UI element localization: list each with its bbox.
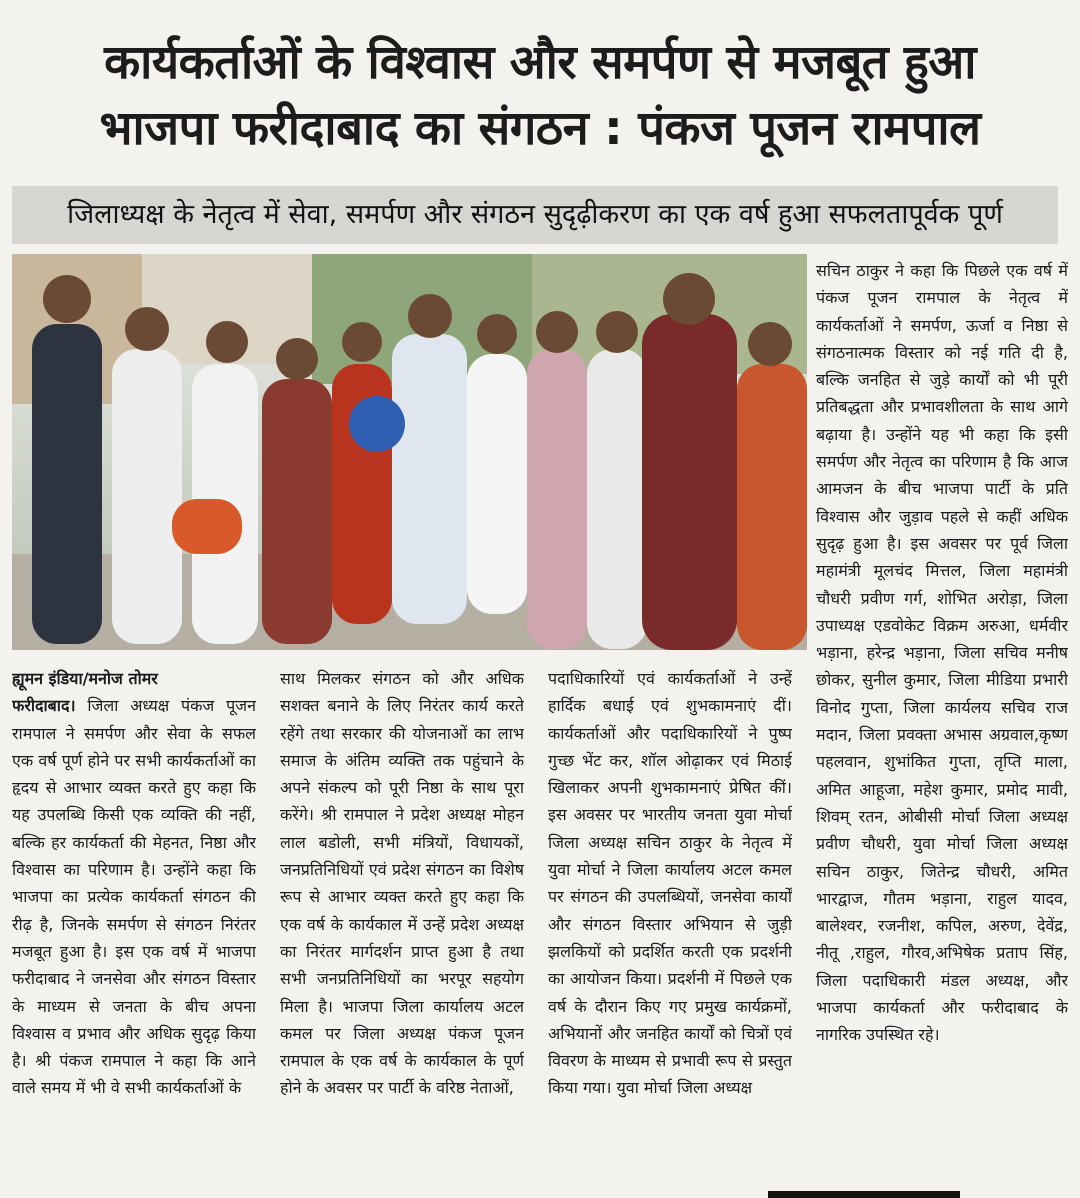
headline [0,30,1080,162]
article-column-2 [280,665,524,1185]
byline: ह्यूमन इंडिया/मनोज तोमर [12,669,158,688]
headline-line-1: कार्यकर्ताओं के विश्वास और समर्पण से मजबूत हुआ [104,35,976,90]
group-photo-icon [12,254,807,650]
top-cropped-strip [0,0,1080,4]
article-column-right [816,257,1068,1187]
article-text-1: जिला अध्यक्ष पंकज पूजन रामपाल ने समर्पण और सेवा के सफल एक वर्ष पूर्ण होने पर सभी कार्यकर्ताओं का हृदय से आभार व्यक्त करते हुए कहा कि यह उपलब्धि किसी एक व्यक्ति की नहीं, बल्कि हर कार्यकर्ता की मेहनत, निष्ठा और विश्वास का परिणाम है। उन्होंने कहा कि भाजपा का प्रत्येक कार्यकर्ता संगठन की रीढ़ है, जिनके समर्पण से संगठन निरंतर मजबूत हुआ है। इस एक वर्ष में भाजपा फरीदाबाद ने जनसेवा और संगठन विस्तार के माध्यम से जनता के बीच अपना विश्वास व प्रभाव और अधिक सुदृढ़ किया है। श्री पंकज रामपाल ने कहा कि आने वाले समय में भी वे सभी कार्यकर्ताओं के [12,696,256,1098]
footer-bar [768,1191,960,1198]
article-text-2: साथ मिलकर संगठन को और अधिक सशक्त बनाने के लिए निरंतर कार्य करते रहेंगे तथा सरकार की योजनाओं का लाभ समाज के अंतिम व्यक्ति तक पहुंचाने के अपने संकल्प को पूरी निष्ठा के साथ पूरा करेंगे। श्री रामपाल ने प्रदेश अध्यक्ष मोहन लाल बडोली, सभी मंत्रियों, विधायकों, जनप्रतिनिधियों एवं प्रदेश संगठन का विशेष रूप से आभार व्यक्त करते हुए कहा कि एक वर्ष के कार्यकाल में उन्हें प्रदेश अध्यक्ष का निरंतर मार्गदर्शन प्राप्त हुआ है तथा सभी जनप्रतिनिधियों का भरपूर सहयोग मिला है। भाजपा जिला कार्यालय अटल कमल पर जिला अध्यक्ष पंकज पूजन रामपाल के एक वर्ष के कार्यकाल के पूर्ण होने के अवसर पर पार्टी के वरिष्ठ नेताओं, [280,669,524,1098]
headline-line-2: भाजपा फरीदाबाद का संगठन : पंकज पूजन रामपाल [99,101,981,156]
subheadline: जिलाध्यक्ष के नेतृत्व में सेवा, समर्पण और संगठन सुदृढ़ीकरण का एक वर्ष हुआ सफलतापूर्वक पूर्ण [12,186,1058,244]
article-column-1 [12,665,256,1185]
article-text-3: पदाधिकारियों एवं कार्यकर्ताओं ने उन्हें हार्दिक बधाई एवं शुभकामनाएं दीं। कार्यकर्ताओं और पदाधिकारियों ने पुष्प गुच्छ भेंट कर, शॉल ओढ़ाकर एवं मिठाई खिलाकर अपनी शुभकामनाएं प्रेषित कीं। इस अवसर पर भारतीय जनता युवा मोर्चा जिला अध्यक्ष सचिन ठाकुर के नेतृत्व में युवा मोर्चा ने जिला कार्यालय अटल कमल पर संगठन की उपलब्धियों, जनसेवा कार्यों और संगठन विस्तार अभियान से जुड़ी झलकियों को प्रदर्शित करती एक प्रदर्शनी का आयोजन किया। प्रदर्शनी में पिछले एक वर्ष के दौरान किए गए प्रमुख कार्यक्रमों, अभियानों और जनहित कार्यों को चित्रों एवं विवरण के माध्यम से प्रभावी रूप से प्रस्तुत किया गया। युवा मोर्चा जिला अध्यक्ष [548,669,792,1098]
dateline: फरीदाबाद। [12,696,76,716]
article-text-right: सचिन ठाकुर ने कहा कि पिछले एक वर्ष में पंकज पूजन रामपाल के नेतृत्व में कार्यकर्ताओं ने समर्पण, ऊर्जा व निष्ठा से संगठनात्मक विस्तार को नई गति दी है, बल्कि जनहित से जुड़े कार्यों को भी पूरी प्रतिबद्धता और प्रभावशीलता के साथ आगे बढ़ाया है। उन्होंने यह भी कहा कि इसी समर्पण और नेतृत्व का परिणाम है कि आज आमजन के बीच भाजपा पार्टी के प्रति विश्वास और जुड़ाव पहले से कहीं अधिक सुदृढ़ हुआ है। इस अवसर पर पूर्व जिला महामंत्री मूलचंद मित्तल, जिला महामंत्री चौधरी प्रवीण गर्ग, शोभित अरोड़ा, जिला उपाध्यक्ष एडवोकेट विक्रम अरुआ, धर्मवीर भड़ाना, हरेन्द्र भड़ाना, जिला सचिव मनीष छोकर, सुनील कुमार, जिला मीडिया प्रभारी विनोद गुप्ता, जिला कार्यलय सचिव राज मदान, जिला प्रवक्ता अभास अग्रवाल,कृष्ण पहलवान, शुभांकित गुप्ता, तृप्ति माला, अमित आहूजा, महेश कुमार, प्रमोद मावी, शिवम् रतन, ओबीसी मोर्चा जिला अध्यक्ष प्रवीण चौधरी, युवा मोर्चा जिला अध्यक्ष सचिन ठाकुर, जितेन्द्र चौधरी, अमित भारद्वाज, गौतम भड़ाना, राहुल यादव, बालेश्वर, रजनीश, कपिल, अरुण, देवेंद्र, नीतू ,राहुल, गौरव,अभिषेक प्रताप सिंह, जिला पदाधिकारी मंडल अध्यक्ष, और भाजपा कार्यकर्ता और फरीदाबाद के नागरिक उपस्थित रहे। [816,261,1068,1045]
news-photo [12,254,807,650]
article-column-3 [548,665,792,1185]
